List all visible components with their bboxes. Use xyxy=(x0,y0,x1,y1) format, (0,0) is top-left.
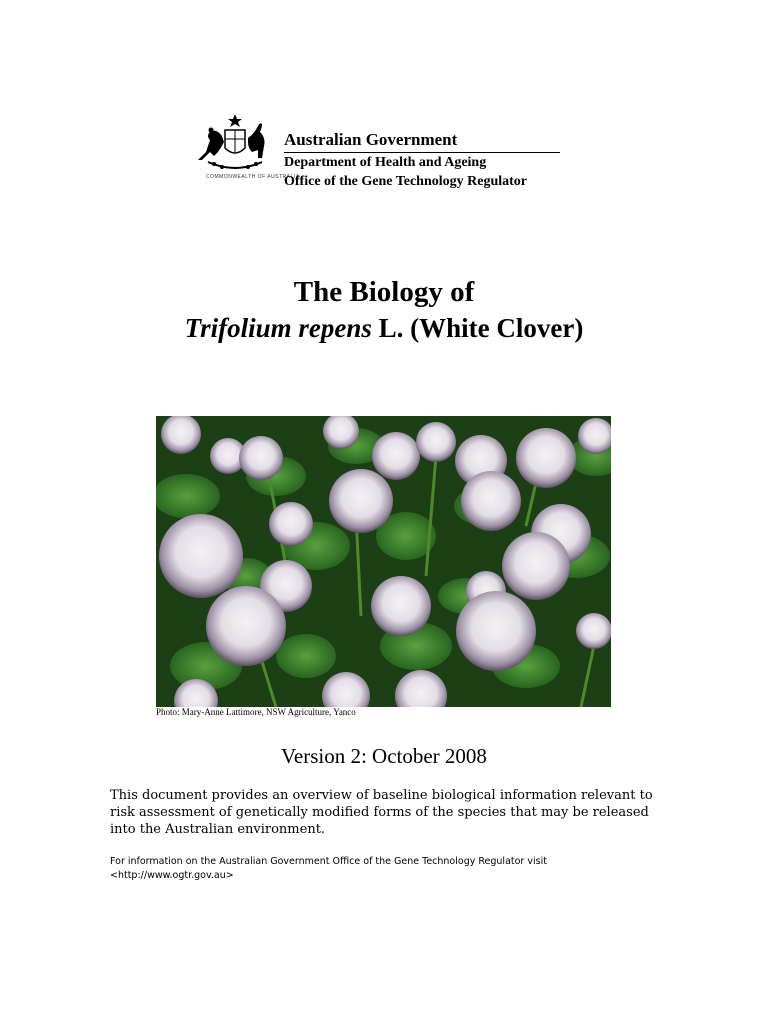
office-name: Office of the Gene Technology Regulator xyxy=(284,174,528,189)
document-title: The Biology of xyxy=(293,276,475,308)
department-name: Department of Health and Ageing xyxy=(284,155,487,170)
crest-label: COMMONWEALTH OF AUSTRALIA xyxy=(206,174,300,180)
ogtr-website-link[interactable]: <http://www.ogtr.gov.au> xyxy=(110,870,234,881)
version-label: Version 2: October 2008 xyxy=(281,744,487,768)
document-description: This document provides an overview of baseline biological information relevant to risk assessment of genetically modified forms of the species that may be released into the Australian environment. xyxy=(110,788,653,837)
white-clover-photo xyxy=(156,416,611,707)
photo-credit: Photo: Mary-Anne Lattimore, NSW Agriculture, Yanco xyxy=(156,707,356,717)
info-note xyxy=(110,855,670,883)
coat-of-arms-icon xyxy=(192,112,278,176)
header-divider xyxy=(284,152,560,153)
document-subtitle xyxy=(0,313,768,344)
government-header xyxy=(192,112,572,190)
species-name: Trifolium repens xyxy=(184,313,372,343)
info-note-text: For information on the Australian Government Office of the Gene Technology Regulator visit xyxy=(110,856,547,867)
species-common-name: L. (White Clover) xyxy=(371,313,584,343)
government-name: Australian Government xyxy=(284,130,458,149)
